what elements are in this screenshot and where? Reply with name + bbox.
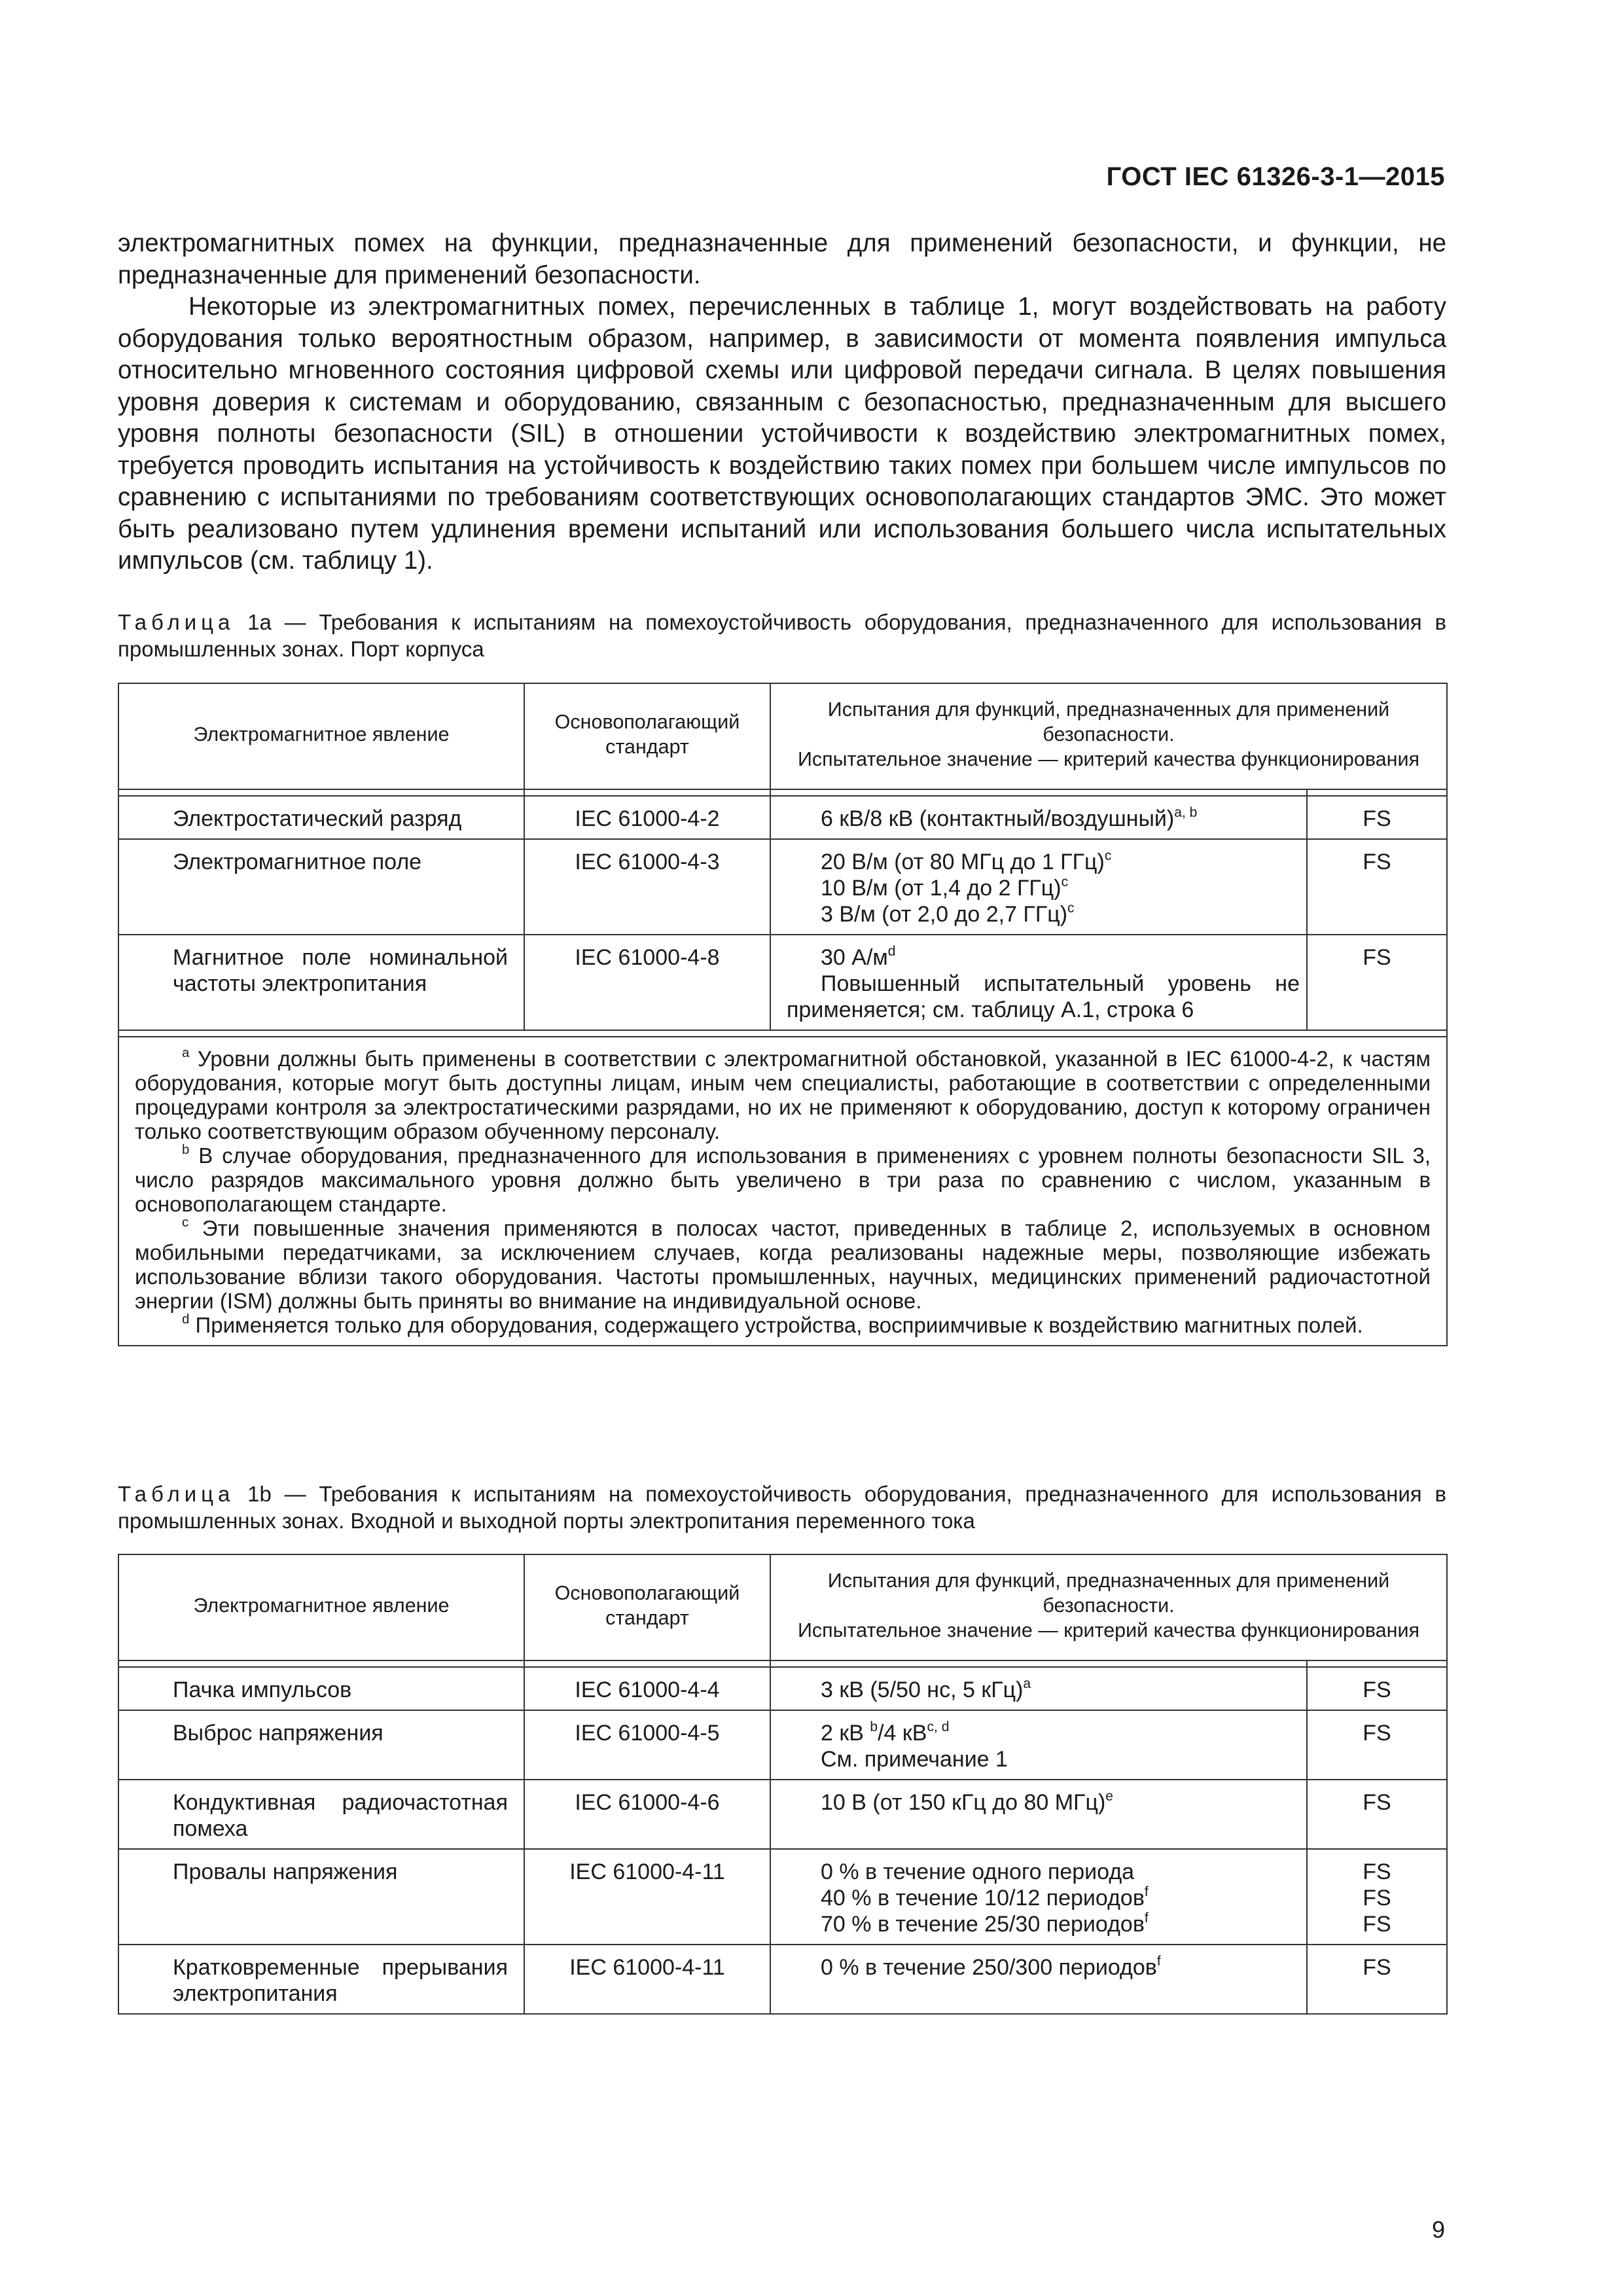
paragraph: электромагнитных помех на функции, предназначенные для применений безопасности, и функции, не предназначенные для применений безопасности. [118,229,1446,289]
criterion-line: FS [1363,1886,1391,1910]
header-gap-row [118,789,1447,796]
value-cell [770,796,1307,839]
value-cell [770,839,1307,935]
footnote-ref: e [1105,1788,1113,1804]
value-line: Повышенный испытательный уровень не применяется; см. таблицу А.1, строка 6 [787,971,1300,1022]
value-line [821,901,1300,927]
criterion-cell: FS [1307,796,1447,839]
value-text: 3 кВ (5/50 нс, 5 кГц) [821,1677,1024,1702]
header-tests-line2: Испытательное значение — критерий качества функционирования [797,1619,1420,1641]
footnote-text: Эти повышенные значения применяются в полосах частот, приведенных в таблице 2, используемых в основном мобильными передатчиками, за исключением случаев, когда реализованы надежные меры, позволяющие избежать использование вблизи такого оборудования. Частоты промышленных, научных, медицинских применений радиочастотной энергии (ISM) должны быть приняты во внимание на индивидуальной основе. [135,1216,1431,1313]
value-line [821,875,1300,901]
body-text [118,228,1446,577]
footnote-ref: a, b [1174,804,1198,820]
value-line: 0 % в течение одного периода [821,1859,1135,1884]
value-text: 2 кВ [821,1721,870,1746]
standard-cell: IEC 61000-4-2 [524,796,770,839]
header-tests-line1: Испытания для функций, предназначенных для применений безопасности. [827,698,1390,745]
value-cell [770,1710,1307,1780]
value-text: 30 А/м [821,945,888,970]
footnote-ref: c, d [927,1719,950,1734]
table-1b-caption [118,1480,1446,1534]
footnote [135,1216,1431,1313]
table-row [118,1667,1447,1710]
table-row [118,839,1447,935]
value-text: 70 % в течение 25/30 периодов [821,1912,1145,1937]
criterion-cell: FS [1307,1945,1447,2014]
table-header-row [118,1554,1447,1660]
criterion-cell: FS [1307,1780,1447,1849]
footnote [135,1313,1431,1337]
footnote-mark: a [182,1045,190,1060]
value-line [821,849,1300,875]
footnote-mark: b [182,1142,190,1157]
value-line [821,1720,1300,1746]
table-row [118,1849,1447,1945]
value-text: /4 кВ [878,1721,927,1746]
phenomenon-cell: Кратковременные прерывания электропитания [118,1945,524,2014]
footnote-text: Применяется только для оборудования, содержащего устройства, восприимчивые к воздействию магнитных полей. [189,1313,1363,1337]
criterion-cell: FS [1307,839,1447,935]
footnote-mark: d [182,1312,190,1327]
notes-gap-row [118,1030,1447,1037]
header-phenomenon: Электромагнитное явление [118,683,524,789]
standard-cell: IEC 61000-4-11 [524,1945,770,2014]
footnote-ref: d [887,943,896,959]
footnote-mark: c [182,1215,189,1230]
footnote-ref: f [1144,1884,1149,1899]
table-1a-caption [118,609,1446,662]
value-line [821,1885,1300,1911]
value-line [787,944,1300,971]
phenomenon-cell: Выброс напряжения [118,1710,524,1780]
phenomenon-cell: Кондуктивная радиочастотная помеха [118,1780,524,1849]
table-1b [118,1554,1448,2015]
phenomenon-cell: Электромагнитное поле [118,839,524,935]
table-row [118,1780,1447,1849]
value-text: 0 % в течение 250/300 периодов [821,1955,1157,1980]
document-header: ГОСТ IEC 61326-3-1—2015 [1106,162,1445,191]
value-text: 20 В/м (от 80 МГц до 1 ГГц) [821,850,1105,874]
value-cell [770,1780,1307,1849]
standard-cell: IEC 61000-4-3 [524,839,770,935]
footnote-text: В случае оборудования, предназначенного для использования в применениях с уровнем полноты безопасности SIL 3, число разрядов максимального уровня должно быть увеличено в три раза по сравнению с числом, указанным в основополагающем стандарте. [135,1143,1431,1216]
footnote-ref: f [1144,1910,1149,1926]
footnote-ref: c [1067,900,1075,916]
standard-cell: IEC 61000-4-11 [524,1849,770,1945]
value-cell [770,1945,1307,2014]
table-notes [118,1037,1447,1346]
phenomenon-cell: Электростатический разряд [118,796,524,839]
footnote-ref: a [1023,1676,1031,1691]
value-line [821,1911,1300,1937]
phenomenon-cell: Пачка импульсов [118,1667,524,1710]
footnote-ref: c [1061,874,1069,889]
table-row [118,1945,1447,2014]
table-header-row [118,683,1447,789]
caption-text: 1а — Требования к испытаниям на помехоустойчивость оборудования, предназначенного для использования в промышленных зонах. Порт корпуса [118,610,1446,661]
value-cell [770,935,1307,1030]
caption-text: 1b — Требования к испытаниям на помехоустойчивость оборудования, предназначенного для использования в промышленных зонах. Входной и выходной порты электропитания переменного тока [118,1482,1446,1533]
header-standard: Основополагающий стандарт [524,1554,770,1660]
criterion-cell: FS [1307,1667,1447,1710]
table-label: Таблица [118,610,235,634]
standard-cell: IEC 61000-4-4 [524,1667,770,1710]
footnote-ref: b [870,1719,878,1734]
value-text: 10 В/м (от 1,4 до 2 ГГц) [821,876,1061,901]
phenomenon-cell: Провалы напряжения [118,1849,524,1945]
footnote [135,1143,1431,1216]
value-text: 3 В/м (от 2,0 до 2,7 ГГц) [821,902,1068,927]
table-1a [118,683,1448,1346]
criterion-line: FS [1363,1859,1391,1884]
phenomenon-cell: Магнитное поле номинальной частоты электропитания [118,935,524,1030]
header-phenomenon: Электромагнитное явление [118,1554,524,1660]
standard-cell: IEC 61000-4-5 [524,1710,770,1780]
page-number: 9 [1431,2216,1445,2243]
value-text: 40 % в течение 10/12 периодов [821,1886,1145,1910]
value-line: См. примечание 1 [821,1747,1008,1772]
value-text: 6 кВ/8 кВ (контактный/воздушный) [821,806,1175,831]
table-row [118,796,1447,839]
table-row [118,1710,1447,1780]
standard-cell: IEC 61000-4-8 [524,935,770,1030]
header-tests-line2: Испытательное значение — критерий качества функционирования [797,748,1420,770]
table-label: Таблица [118,1482,235,1506]
paragraph: Некоторые из электромагнитных помех, перечисленных в таблице 1, могут воздействовать на работу оборудования только вероятностным образом, например, в зависимости от момента появления импульса относительно мгновенного состояния цифровой схемы или цифровой передачи сигнала. В целях повышения уровня доверия к системам и оборудованию, связанным с безопасностью, предназначенным для высшего уровня полноты безопасности (SIL) в отношении устойчивости к воздействию электромагнитных помех, требуется проводить испытания на устойчивость к воздействию таких помех при большем числе импульсов по сравнению с испытаниями по требованиям соответствующих основополагающих стандартов ЭМС. Это может быть реализовано путем удлинения времени испытаний или использования большего числа испытательных импульсов (см. таблицу 1). [118,293,1446,575]
header-tests-line1: Испытания для функций, предназначенных для применений безопасности. [827,1570,1390,1617]
value-cell [770,1849,1307,1945]
footnote-text: Уровни должны быть применены в соответствии с электромагнитной обстановкой, указанной в IEC 61000-4-2, к частям оборудования, которые могут быть доступны лицам, иным чем специалисты, работающие в соответствии с определенными процедурами контроля за электростатическими разрядами, но их не применяют к оборудованию, доступ к которому ограничен только соответствующим образом обученному персоналу. [135,1047,1431,1143]
header-standard: Основополагающий стандарт [524,683,770,789]
table-row [118,935,1447,1030]
value-text: 10 В (от 150 кГц до 80 МГц) [821,1790,1106,1815]
footnote-ref: c [1104,848,1112,863]
header-tests [770,683,1447,789]
header-tests [770,1554,1447,1660]
header-gap-row [118,1660,1447,1667]
criterion-cell [1307,1849,1447,1945]
table-notes-row [118,1037,1447,1346]
footnote-ref: f [1156,1953,1161,1969]
criterion-cell: FS [1307,935,1447,1030]
criterion-cell: FS [1307,1710,1447,1780]
criterion-line: FS [1363,1912,1391,1937]
footnote [135,1047,1431,1143]
value-cell [770,1667,1307,1710]
standard-cell: IEC 61000-4-6 [524,1780,770,1849]
